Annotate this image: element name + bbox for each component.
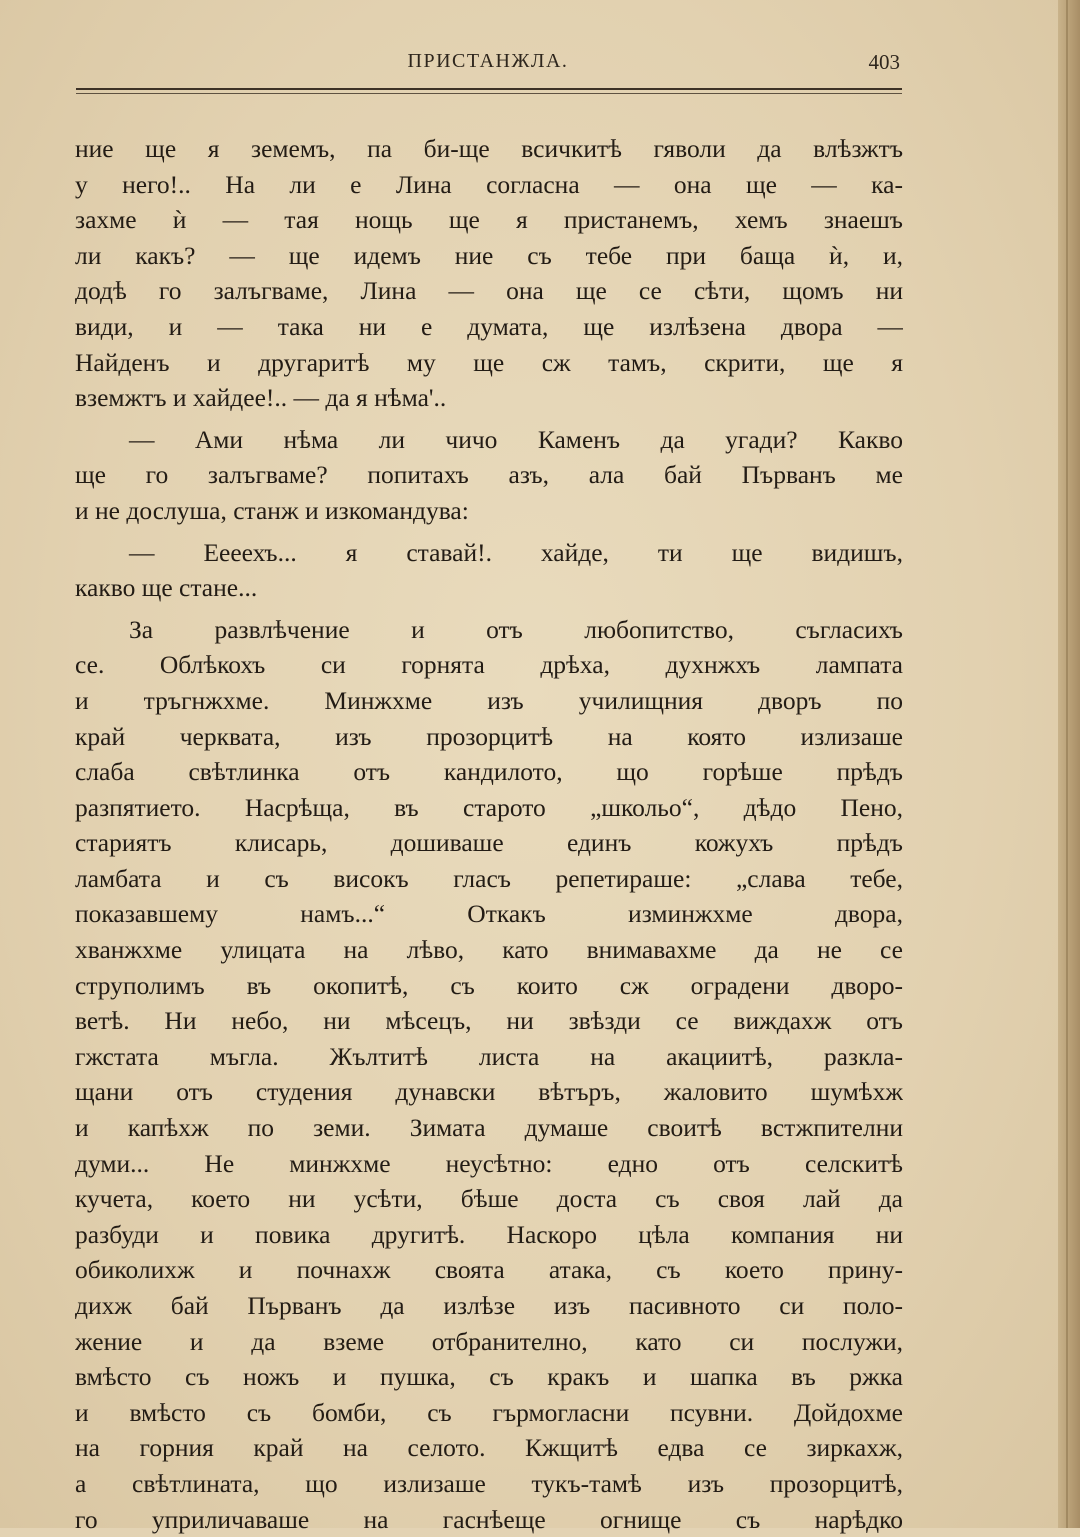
page-edge	[1058, 0, 1080, 1528]
text-line: а свѣтлината, що излизаше тукъ-тамѣ изъ прозорцитѣ,	[75, 1468, 903, 1498]
text-line: вземжтъ и хайдее!.. — да я нѣма'..	[75, 383, 447, 413]
text-line: ламбата и съ високъ гласъ репетираше: „слава тебе,	[75, 863, 903, 893]
text-line: дихж бай Първанъ да излѣзе изъ пасивното си поло-	[75, 1291, 903, 1320]
text-line: ветѣ. Ни небо, ни мѣсецъ, ни звѣзди се виждахж отъ	[75, 1006, 903, 1036]
text-line: думи... Не минжхме неусѣтно: едно отъ селскитѣ	[75, 1148, 903, 1178]
text-line: ще го залъгваме? попитахъ азъ, ала бай Първанъ ме	[75, 460, 903, 490]
running-title: ПРИСТАНЖЛА.	[407, 50, 569, 72]
text-line: на горния край на селото. Кжщитѣ едва се зиркахж,	[75, 1433, 903, 1463]
text-line: се. Облѣкохъ си горнята дрѣха, духнжхъ лампата	[75, 650, 903, 680]
page-number: 403	[868, 50, 900, 74]
text-line: го уприличаваше на гаснѣеще огнище съ нарѣдко	[75, 1504, 903, 1534]
text-line: — Ееeехъ... я ставай!. хайде, ти ще видишъ,	[129, 537, 903, 567]
body-text	[75, 131, 903, 1537]
page-edge-line	[1066, 0, 1068, 1528]
text-line: кучета, което ни усѣти, бѣше доста съ своя лай да	[75, 1184, 903, 1214]
text-line: и вмѣсто съ бомби, съ гърмогласни псувни. Дойдохме	[75, 1397, 903, 1427]
text-line: захме ѝ — тая нощь ще я пристанемъ, хемъ знаешъ	[75, 205, 903, 235]
text-line: вмѣсто съ ножъ и пушка, съ кракъ и шапка въ ржка	[75, 1362, 903, 1392]
text-line: хванжхме улицата на лѣво, като внимавахме да не се	[75, 935, 903, 965]
text-line: какво ще стане...	[75, 573, 258, 603]
text-line: разбуди и повика другитѣ. Наскоро цѣла компания ни	[75, 1219, 903, 1249]
text-line: показавшему намъ...“ Откакъ изминжхме двора,	[75, 899, 903, 929]
text-line: и капѣхж по земи. Зимата думаше своитѣ встжпителни	[75, 1113, 903, 1143]
text-line: разпятието. Насрѣща, въ старото „школьо“, дѣдо Пено,	[75, 792, 903, 822]
text-line: и не дослуша, станж и изкомандува:	[75, 495, 469, 525]
text-line: ние ще я земемъ, па би-ще всичкитѣ гяволи да влѣзжтъ	[75, 134, 903, 163]
text-line: ли какъ? — ще идемъ ние съ тебе при баща ѝ, и,	[75, 240, 903, 270]
text-line: и тръгнжхме. Минжхме изъ училищния дворъ по	[75, 685, 903, 715]
text-line: жение и да вземе отбранително, като си послужи,	[75, 1326, 903, 1356]
text-line: обиколихж и почнахж своята атака, съ което прину-	[75, 1255, 903, 1285]
text-line: види, и — така ни е думата, ще излѣзена двора —	[75, 311, 903, 341]
text-line: За развлѣчение и отъ любопитство, съгласихъ	[129, 614, 903, 644]
text-line: додѣ го залъгваме, Лина — она ще се сѣти, щомъ ни	[75, 276, 903, 306]
running-header	[76, 48, 900, 80]
text-line: у него!.. На ли е Лина согласна — она ще — ка-	[75, 169, 903, 199]
text-line: щани отъ студения дунавски вѣтъръ, жаловито шумѣхж	[75, 1077, 903, 1107]
text-line: край черквата, изъ прозорцитѣ на която излизаше	[75, 721, 903, 751]
header-rule-thin	[76, 93, 902, 94]
text-line: слаба свѣтлинка отъ кандилото, що горѣше прѣдъ	[75, 757, 903, 787]
header-rule-thick	[76, 88, 902, 90]
text-line: — Ами нѣма ли чичо Каменъ да угади? Какво	[129, 424, 903, 454]
text-line: струполимъ въ окопитѣ, съ които сж оградени дворо-	[75, 970, 903, 1000]
text-line: стариятъ клисарь, дошиваше единъ кожухъ прѣдъ	[75, 828, 903, 858]
text-line: Найденъ и другаритѣ му ще сж тамъ, скрити, ще я	[75, 347, 903, 377]
text-line: гжстата мъгла. Жълтитѣ листа на акациитѣ, разкла-	[75, 1041, 903, 1071]
